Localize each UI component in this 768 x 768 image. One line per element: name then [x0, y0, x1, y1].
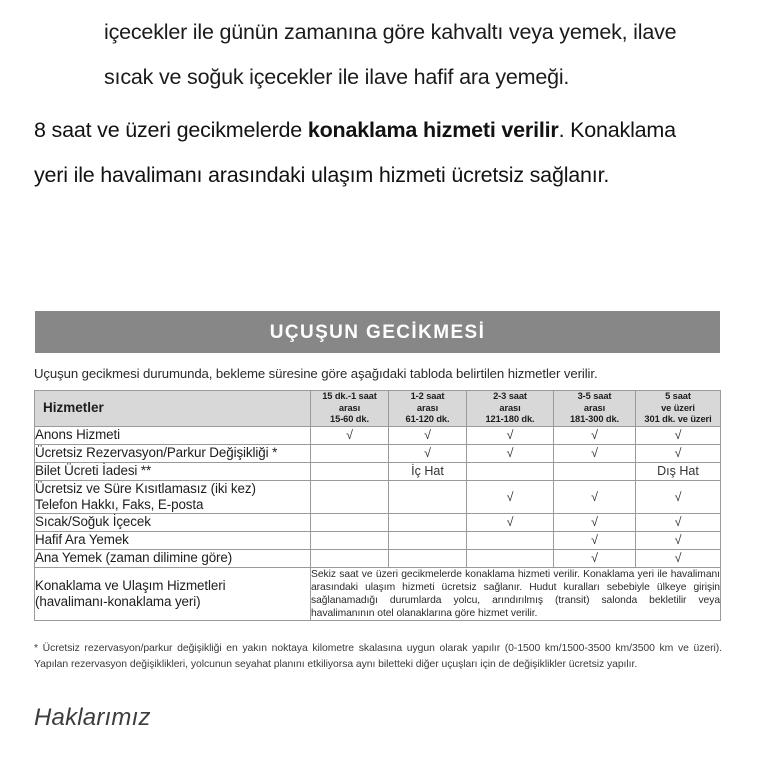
- cell-r5-c2: [389, 531, 467, 549]
- table-row: [35, 480, 721, 513]
- col2-line1: 1-2 saat: [410, 391, 445, 401]
- cell-r4-c3: √: [467, 513, 554, 531]
- column-header-3-5hours: [554, 391, 636, 427]
- column-header-5hours-plus: [636, 391, 721, 427]
- table-header: [35, 391, 721, 427]
- section-banner: [35, 311, 720, 353]
- cell-r3-c3: √: [467, 480, 554, 513]
- paragraph-accommodation: [0, 100, 768, 198]
- table-header-row: [35, 391, 721, 427]
- cell-r2-c2: İç Hat: [389, 462, 467, 480]
- col1-line3: 15-60 dk.: [330, 414, 369, 424]
- cell-r0-c3: √: [467, 426, 554, 444]
- cell-r5-c3: [467, 531, 554, 549]
- cell-r6-c5: √: [636, 549, 721, 567]
- col3-line1: 2-3 saat: [493, 391, 527, 401]
- col3-line2: arası: [499, 402, 521, 413]
- table-row: [35, 426, 721, 444]
- cell-r1-c2: √: [389, 444, 467, 462]
- cell-r6-c3: [467, 549, 554, 567]
- cell-r3-c1: [311, 480, 389, 513]
- cell-r4-c4: √: [554, 513, 636, 531]
- cell-r0-c5: √: [636, 426, 721, 444]
- column-header-2-3hours: [467, 391, 554, 427]
- column-header-1-2hours: [389, 391, 467, 427]
- cell-r5-c1: [311, 531, 389, 549]
- col4-line3: 181-300 dk.: [569, 414, 620, 424]
- col2-line2: arası: [416, 402, 439, 413]
- service-name-communication: [35, 480, 311, 513]
- cell-r1-c5: √: [636, 444, 721, 462]
- col5-line2: ve üzeri: [661, 402, 695, 413]
- service-name-main-meal: Ana Yemek (zaman dilimine göre): [35, 549, 311, 567]
- cell-r2-c1: [311, 462, 389, 480]
- footnote-asterisk: * Ücretsiz rezervasyon/parkur değişikliği en yakın noktaya kilometre skalasına uygun olarak yapılır (0-1500 km/1500-3500 km/3500 km ve üzeri). Yapılan rezervasyon değişiklikleri, yolcunun seyahat planını etkiliyorsa aynı biletteki diğer uçuşları için de değişiklikler ücretsiz yapılır.: [34, 643, 722, 670]
- paragraph-services-continuation: içecekler ile günün zamanına göre kahvaltı veya yemek, ilave sıcak ve soğuk içecekler ile ilave hafif ara yemeği.: [104, 20, 677, 89]
- service-name-light-snack: Hafif Ara Yemek: [35, 531, 311, 549]
- cell-r2-c4: [554, 462, 636, 480]
- table-row: [35, 513, 721, 531]
- cell-r4-c1: [311, 513, 389, 531]
- cell-r3-c4: √: [554, 480, 636, 513]
- cell-r0-c4: √: [554, 426, 636, 444]
- table-row: [35, 462, 721, 480]
- cell-r2-c5: Dış Hat: [636, 462, 721, 480]
- cell-r4-c2: [389, 513, 467, 531]
- col1-line2: arası: [338, 402, 361, 413]
- accommodation-line-2: (havalimanı-konaklama yeri): [35, 593, 201, 609]
- service-line-1: Ücretsiz ve Süre Kısıtlamasız (iki kez): [35, 480, 256, 496]
- bottom-section-heading: Haklarımız: [34, 704, 151, 731]
- service-name-announcement: Anons Hizmeti: [35, 426, 311, 444]
- col4-line2: arası: [583, 402, 606, 413]
- col2-line3: 61-120 dk.: [405, 414, 450, 424]
- table-body: [35, 426, 721, 621]
- table-row: [35, 444, 721, 462]
- cell-r1-c3: √: [467, 444, 554, 462]
- delay-services-table: [34, 390, 721, 621]
- cell-r0-c1: √: [311, 426, 389, 444]
- cell-r1-c1: [311, 444, 389, 462]
- accommodation-note-text: Sekiz saat ve üzeri gecikmelerde konaklama hizmeti verilir. Konaklama yeri ile havalimanı arasındaki ulaşım hizmeti ücretsiz sağlanır. Hudut kuralları sebebiyle ülkeye girişin sağlanamadığı durumlarda yolcu, arındırılmış (transit) salonda bekletilir veya havalimanının otel olanaklarına göre hizmet verilir.: [311, 568, 720, 620]
- cell-r2-c3: [467, 462, 554, 480]
- accommodation-line-1: Konaklama ve Ulaşım Hizmetleri: [35, 577, 226, 593]
- col5-line3: 301 dk. ve üzeri: [644, 414, 712, 424]
- cell-r0-c2: √: [389, 426, 467, 444]
- intro-prose: [0, 0, 768, 198]
- col4-line1: 3-5 saat: [577, 391, 612, 401]
- cell-r6-c1: [311, 549, 389, 567]
- service-name-free-reservation: Ücretsiz Rezervasyon/Parkur Değişikliği *: [35, 444, 311, 462]
- paragraph-accommodation-bold: konaklama hizmeti verilir: [307, 118, 559, 142]
- paragraph-accommodation-lead: 8 saat ve üzeri gecikmelerde: [34, 118, 308, 142]
- service-name-hot-cold-drink: Sıcak/Soğuk İçecek: [35, 513, 311, 531]
- service-line-2: Telefon Hakkı, Faks, E-posta: [35, 496, 204, 512]
- col5-line1: 5 saat: [665, 391, 691, 401]
- section-banner-title: UÇUŞUN GECİKMESİ: [269, 321, 486, 343]
- delay-services-table-wrapper: [34, 390, 720, 621]
- cell-r3-c2: [389, 480, 467, 513]
- cell-r6-c4: √: [554, 549, 636, 567]
- table-row: [35, 549, 721, 567]
- cell-r6-c2: [389, 549, 467, 567]
- paragraph-accommodation-rest: . Konaklama yeri ile havalimanı arasındaki ulaşım hizmeti ücretsiz sağlanır.: [34, 118, 676, 187]
- table-row-accommodation: [35, 567, 721, 621]
- table-intro-text: Uçuşun gecikmesi durumunda, bekleme süresine göre aşağıdaki tabloda belirtilen hizmetler verilir.: [34, 366, 598, 381]
- service-name-accommodation-transport: [35, 567, 311, 621]
- column-header-services: Hizmetler: [35, 391, 311, 427]
- table-row: [35, 531, 721, 549]
- col1-line1: 15 dk.-1 saat: [322, 391, 377, 401]
- cell-r4-c5: √: [636, 513, 721, 531]
- cell-r3-c5: √: [636, 480, 721, 513]
- column-header-15min-1hour: [311, 391, 389, 427]
- cell-r1-c4: √: [554, 444, 636, 462]
- cell-r5-c4: √: [554, 531, 636, 549]
- cell-r5-c5: √: [636, 531, 721, 549]
- service-name-ticket-refund: Bilet Ücreti İadesi **: [35, 462, 311, 480]
- col3-line3: 121-180 dk.: [485, 414, 535, 424]
